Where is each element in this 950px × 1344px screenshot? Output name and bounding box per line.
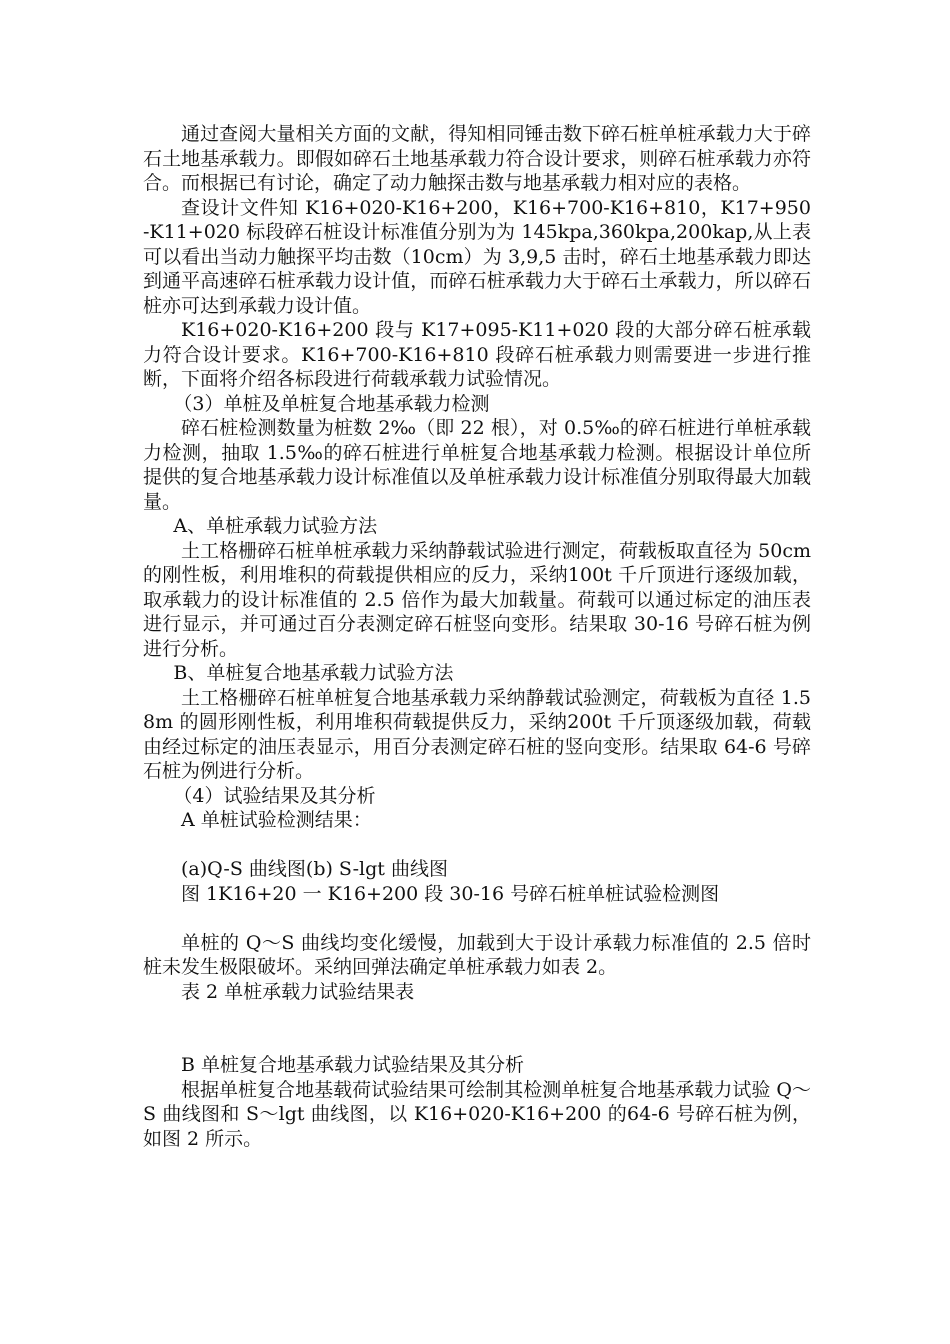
paragraph-composite-method: 土工格栅碎石桩单桩复合地基承载力采纳静载试验测定，荷载板为直径 1.58m 的圆形刚性板，利用堆积荷载提供反力，采纳200t 千斤顶逐级加载，荷载由经过标定的油压表显示，用百分表测定碎石桩的竖向变形。结果取 64-6 号碎石桩为例进行分析。 — [143, 686, 811, 782]
figure-subcaption: (a)Q-S 曲线图(b) S-lgt 曲线图 — [181, 858, 448, 880]
paragraph-qs-curve: 单桩的 Q～S 曲线均变化缓慢，加载到大于设计承载力标准值的 2.5 倍时桩未发生极限破坏。采纳回弹法确定单桩承载力如表 2。 — [143, 931, 811, 978]
paragraph-composite-results: 根据单桩复合地基载荷试验结果可绘制其检测单桩复合地基承载力试验 Q～S 曲线图和 S～lgt 曲线图，以 K16+020-K16+200 的64-6 号碎石桩为例，如图 2 所示。 — [143, 1078, 811, 1150]
paragraph-test-quantity: 碎石桩检测数量为桩数 2‰（即 22 根），对 0.5‰的碎石桩进行单桩承载力检测，抽取 1.5‰的碎石桩进行单桩复合地基承载力检测。根据设计单位所提供的复合地基承载力设计标准值以及单桩承载力设计标准值分别取得最大加载量。 — [143, 417, 811, 513]
paragraph-design-values: 查设计文件知 K16+020-K16+200，K16+700-K16+810，K17+950-K11+020 标段碎石桩设计标准值分别为为 145kpa,360kpa,200kap,从上表可以看出当动力触探平均击数（10cm）为 3,9,5 击时，碎石土地基承载力即达到通平高速碎石桩承载力设计值，而碎石桩承载力大于碎石土承载力，所以碎石桩亦可达到承载力设计值。 — [143, 196, 811, 317]
table-caption-2: 表 2 单桩承载力试验结果表 — [181, 980, 415, 1003]
subheading-single-pile-results: A 单桩试验检测结果： — [181, 809, 372, 831]
subheading-single-pile-method: A、单桩承载力试验方法 — [173, 515, 378, 537]
subheading-composite-results: B 单桩复合地基承载力试验结果及其分析 — [181, 1054, 525, 1076]
paragraph-segment-conformity: K16+020-K16+200 段与 K17+095-K11+020 段的大部分碎石桩承载力符合设计要求。K16+700-K16+810 段碎石桩承载力则需要进一步进行推断，下面将介绍各标段进行荷载承载力试验情况。 — [143, 319, 811, 390]
paragraph-literature-review: 通过查阅大量相关方面的文献，得知相同锤击数下碎石桩单桩承载力大于碎石土地基承载力。即假如碎石土地基承载力符合设计要求，则碎石桩承载力亦符合。而根据已有讨论，确定了动力触探击数与地基承载力相对应的表格。 — [143, 123, 811, 194]
subheading-composite-method: B、单桩复合地基承载力试验方法 — [173, 662, 454, 684]
figure-placeholder-1 — [143, 833, 811, 858]
section-heading-4: （4）试验结果及其分析 — [173, 784, 376, 807]
document-body — [143, 122, 811, 1151]
paragraph-single-pile-method: 土工格栅碎石桩单桩承载力采纳静载试验进行测定，荷载板取直径为 50cm 的刚性板，利用堆积的荷载提供相应的反力，采纳100t 千斤顶进行逐级加载，取承载力的设计标准值的 2.5 倍作为最大加载量。荷载可以通过标定的油压表进行显示，并可通过百分表测定碎石桩竖向变形。结果取 30-16 号碎石桩为例进行分析。 — [143, 539, 811, 660]
section-heading-3: （3）单桩及单桩复合地基承载力检测 — [173, 392, 490, 415]
spacer — [143, 906, 811, 931]
table-placeholder-2 — [143, 1004, 811, 1053]
figure-caption-1: 图 1K16+20 一 K16+200 段 30-16 号碎石桩单桩试验检测图 — [181, 882, 720, 905]
